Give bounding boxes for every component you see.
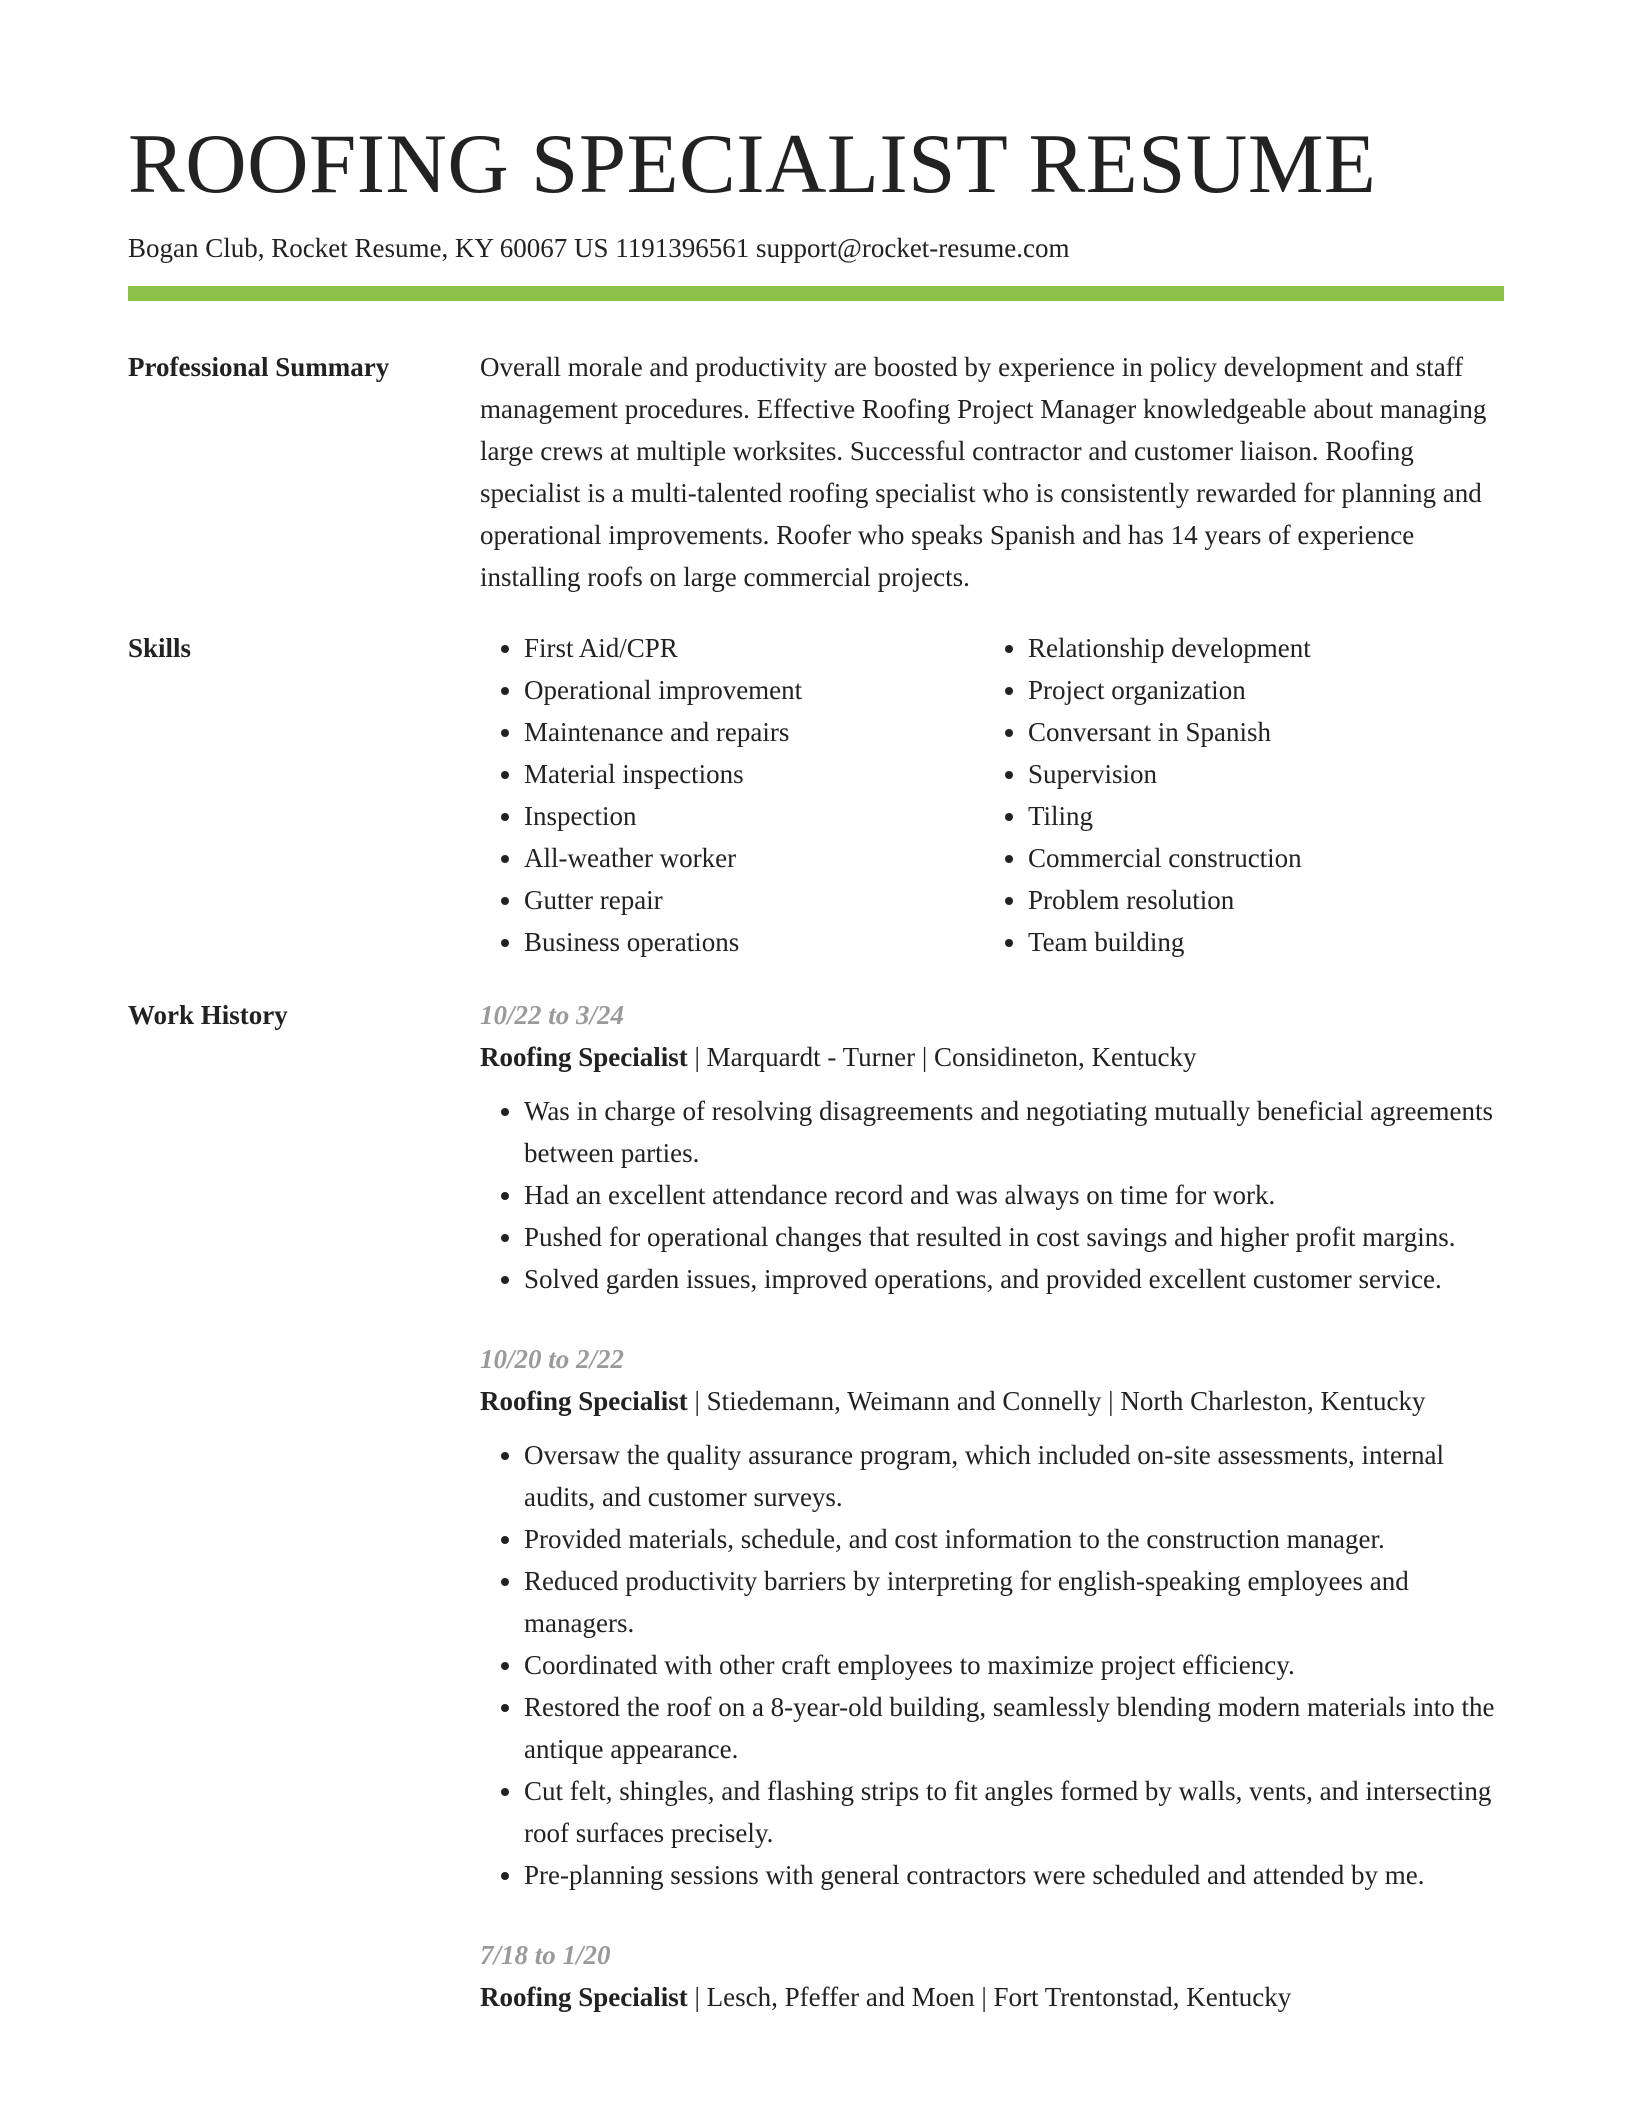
skill-item: • Operational improvement — [524, 669, 984, 711]
job-entry — [480, 1338, 1504, 1896]
job-dates: 7/18 to 1/20 — [480, 1940, 611, 1970]
skill-item: • Gutter repair — [524, 879, 984, 921]
job-company-location: | Lesch, Pfeffer and Moen | Fort Trentonstad, Kentucky — [687, 1982, 1292, 2012]
work-history-list — [480, 994, 1504, 2056]
skill-item: • First Aid/CPR — [524, 627, 984, 669]
job-title: Roofing Specialist — [480, 1386, 688, 1416]
job-bullet: • Pre-planning sessions with general contractors were scheduled and attended by me. — [524, 1854, 1504, 1896]
job-bullet: • Pushed for operational changes that resulted in cost savings and higher profit margins. — [524, 1216, 1504, 1258]
job-header — [480, 1036, 1504, 1078]
contact-line: Bogan Club, Rocket Resume, KY 60067 US 1191396561 support@rocket-resume.com — [128, 233, 1070, 263]
skill-item: • Inspection — [524, 795, 984, 837]
job-dates: 10/22 to 3/24 — [480, 1000, 625, 1030]
skill-item: • Conversant in Spanish — [1028, 711, 1488, 753]
job-entry — [480, 1934, 1504, 2018]
skill-item: • Problem resolution — [1028, 879, 1488, 921]
work-history-heading: Work History — [128, 1000, 288, 1030]
accent-divider — [128, 286, 1504, 301]
skill-item: • Relationship development — [1028, 627, 1488, 669]
skill-item: • Tiling — [1028, 795, 1488, 837]
job-bullet: • Had an excellent attendance record and was always on time for work. — [524, 1174, 1504, 1216]
job-bullet: • Was in charge of resolving disagreements and negotiating mutually beneficial agreements between parties. — [524, 1090, 1504, 1174]
job-header — [480, 1380, 1504, 1422]
job-bullets — [480, 1434, 1504, 1896]
job-bullet: • Cut felt, shingles, and flashing strips to fit angles formed by walls, vents, and intersecting roof surfaces precisely. — [524, 1770, 1504, 1854]
skill-item: • All-weather worker — [524, 837, 984, 879]
skill-item: • Business operations — [524, 921, 984, 963]
skill-item: • Material inspections — [524, 753, 984, 795]
skills-heading: Skills — [128, 633, 192, 663]
skills-grid — [480, 627, 1504, 963]
job-dates: 10/20 to 2/22 — [480, 1344, 625, 1374]
job-entry — [480, 994, 1504, 1300]
job-bullet: • Reduced productivity barriers by interpreting for english-speaking employees and managers. — [524, 1560, 1504, 1644]
job-title: Roofing Specialist — [480, 1982, 688, 2012]
job-header — [480, 1976, 1504, 2018]
resume-title: ROOFING SPECIALIST RESUME — [128, 117, 1377, 211]
summary-heading: Professional Summary — [128, 352, 390, 382]
job-company-location: | Stiedemann, Weimann and Connelly | North Charleston, Kentucky — [687, 1386, 1426, 1416]
job-bullet: • Oversaw the quality assurance program, which included on-site assessments, internal audits, and customer surveys. — [524, 1434, 1504, 1518]
skill-item: • Commercial construction — [1028, 837, 1488, 879]
job-bullets — [480, 1090, 1504, 1300]
job-bullet: • Coordinated with other craft employees to maximize project efficiency. — [524, 1644, 1504, 1686]
skill-item: • Supervision — [1028, 753, 1488, 795]
job-company-location: | Marquardt - Turner | Considineton, Kentucky — [687, 1042, 1197, 1072]
summary-text: Overall morale and productivity are boosted by experience in policy development and staff management procedures. Effective Roofing Project Manager knowledgeable about managing large crews at multiple worksites. Successful contractor and customer liaison. Roofing specialist is a multi-talented roofing specialist who is consistently rewarded for planning and operational improvements. Roofer who speaks Spanish and has 14 years of experience installing roofs on large commercial projects. — [480, 352, 1487, 592]
skills-column-right — [984, 627, 1488, 963]
job-bullet: • Restored the roof on a 8-year-old building, seamlessly blending modern materials into the antique appearance. — [524, 1686, 1504, 1770]
skill-item: • Project organization — [1028, 669, 1488, 711]
job-bullet: • Solved garden issues, improved operations, and provided excellent customer service. — [524, 1258, 1504, 1300]
skills-column-left — [480, 627, 984, 963]
job-bullet: • Provided materials, schedule, and cost information to the construction manager. — [524, 1518, 1504, 1560]
skill-item: • Team building — [1028, 921, 1488, 963]
skill-item: • Maintenance and repairs — [524, 711, 984, 753]
job-title: Roofing Specialist — [480, 1042, 688, 1072]
